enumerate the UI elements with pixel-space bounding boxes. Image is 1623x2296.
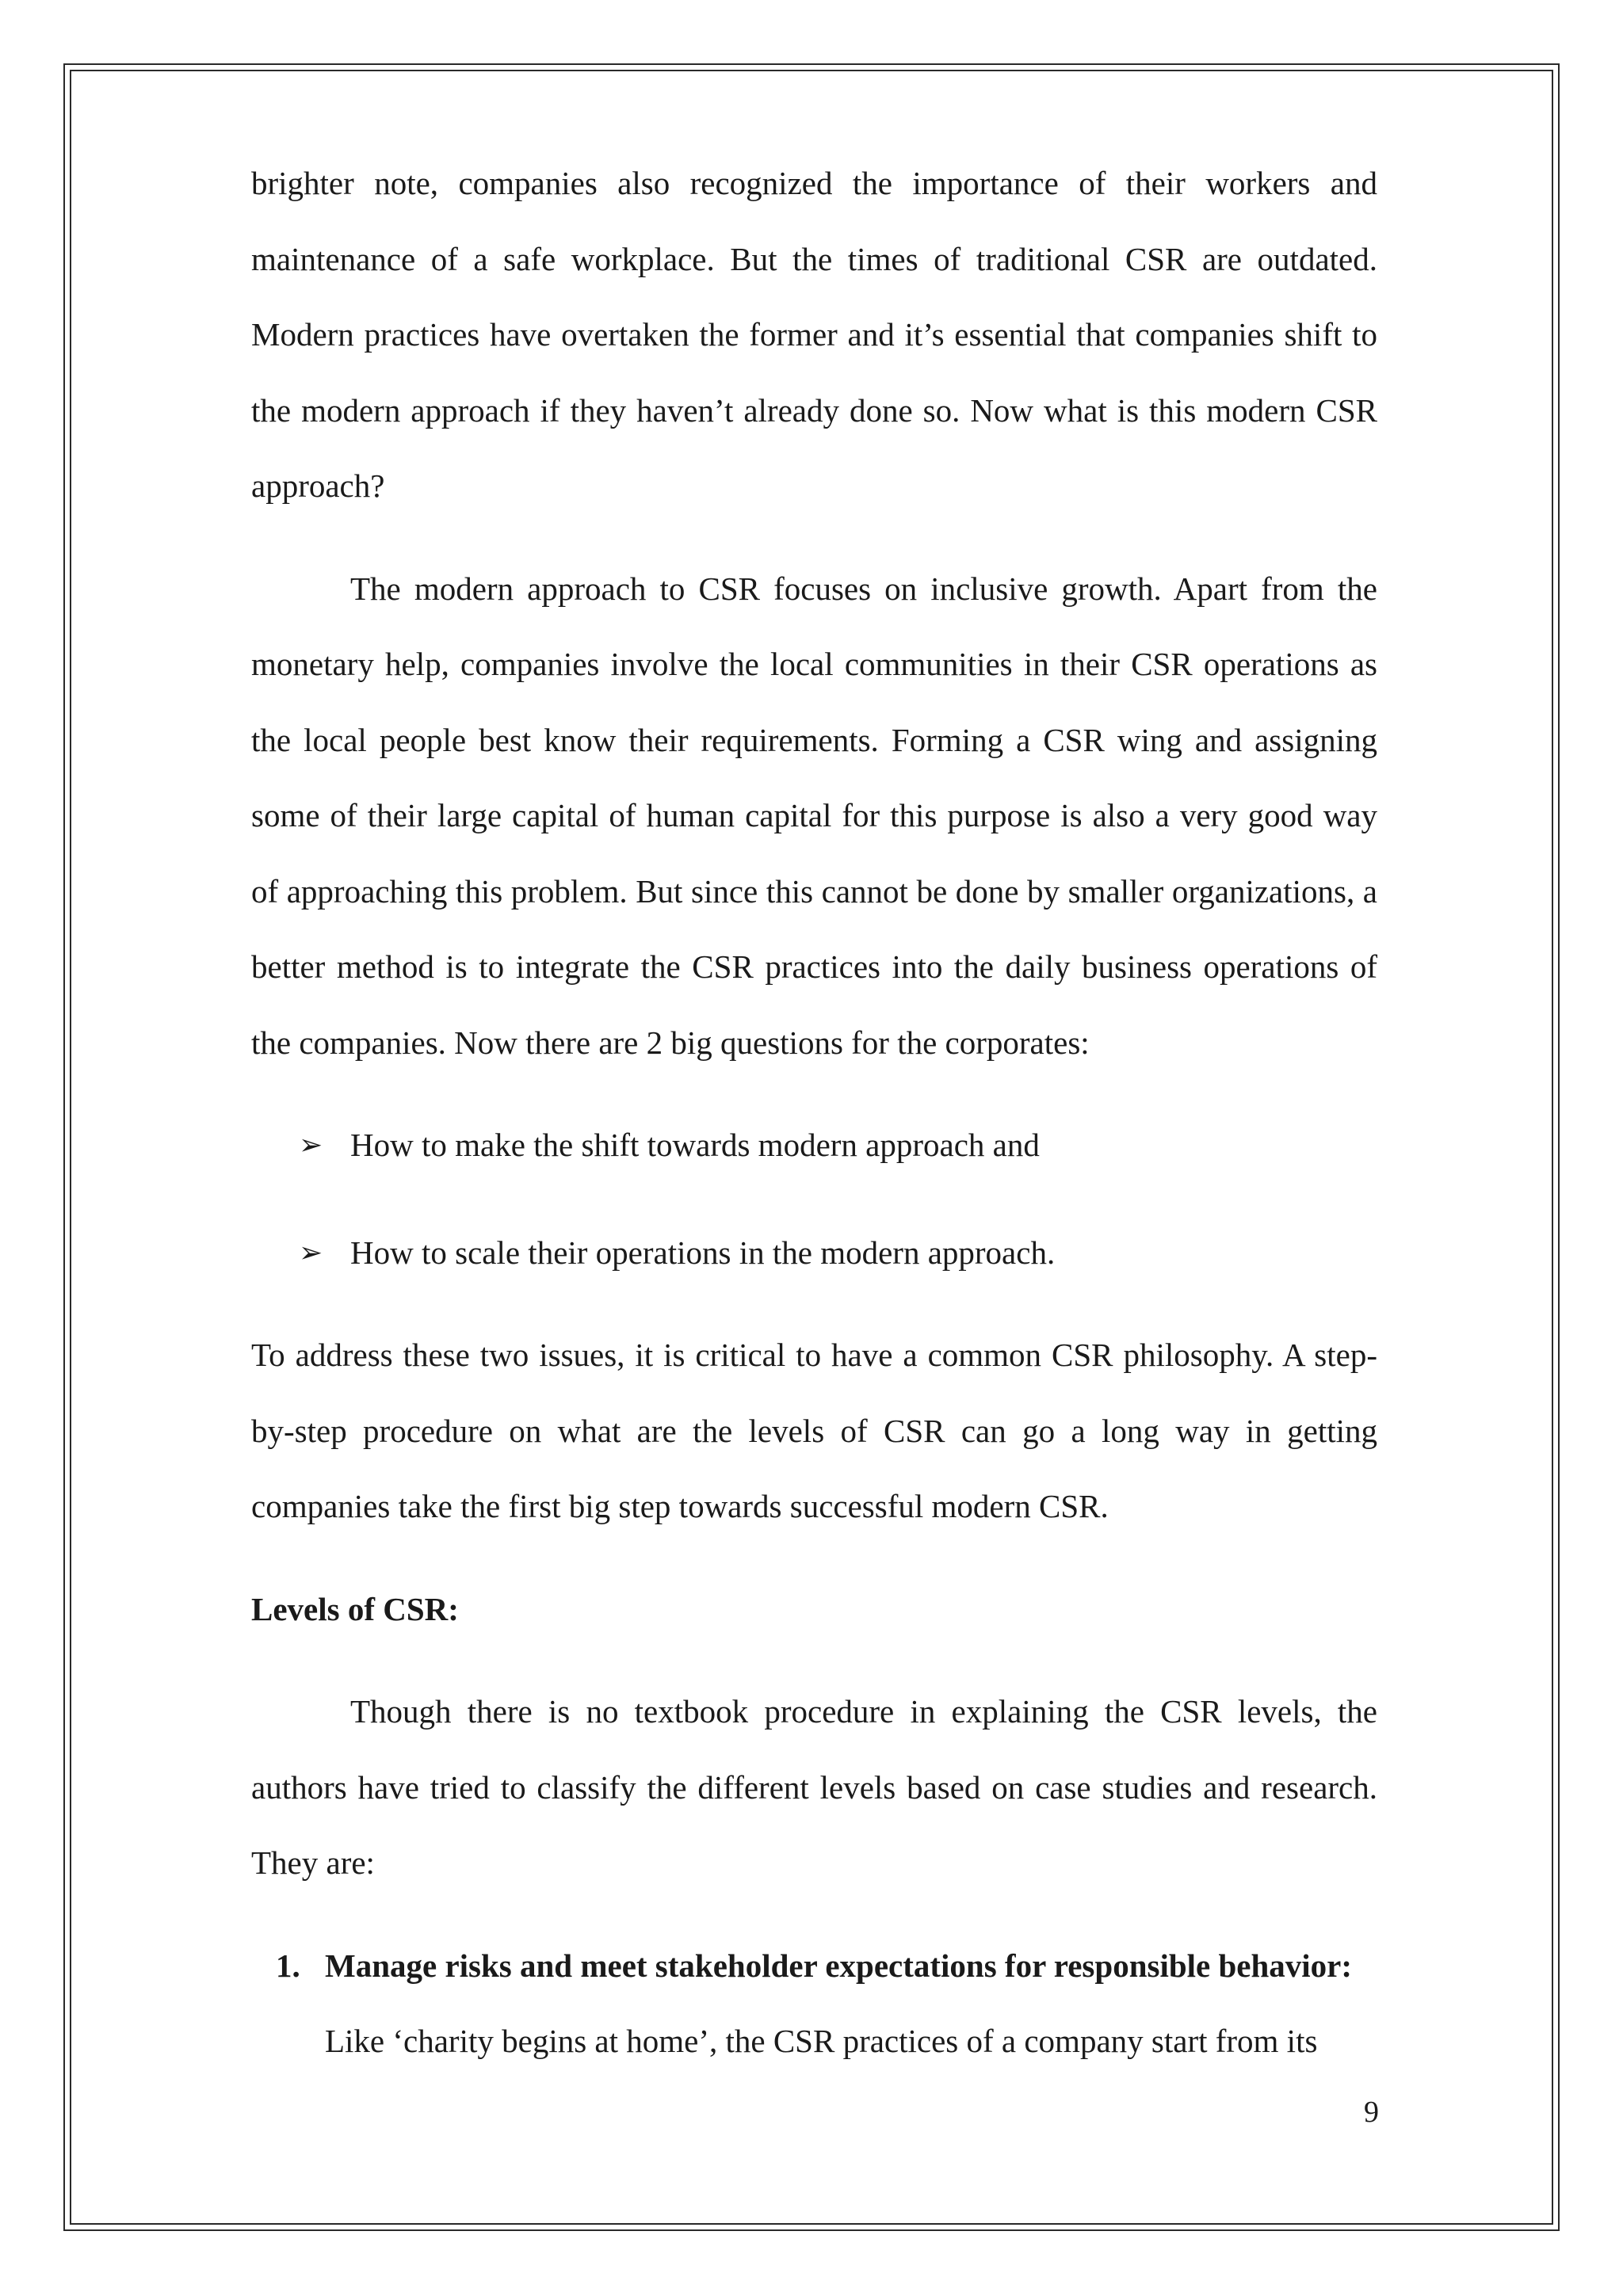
item-body: Like ‘charity begins at home’, the CSR practices of a company start from its <box>325 2023 1318 2059</box>
section-heading: Levels of CSR: <box>251 1590 459 1627</box>
arrow-bullet-icon: ➢ <box>299 1236 323 1269</box>
paragraph-intro: brighter note, companies also recognized the importance of their workers and maintenance of a safe workplace. But the times of traditional CSR are outdated. Modern practices have overtaken the former and it’s essential that companies shift to the modern approach if they haven’t already done so. Now what is this modern CSR approach? <box>251 165 1377 504</box>
paragraph-modern-approach: The modern approach to CSR focuses on inclusive growth. Apart from the monetary help, companies involve the local communities in their CSR operations as the local people best know their requirements. Forming a CSR wing and assigning some of their large capital of human capital for this purpose is also a very good way of approaching this problem. But since this cannot be done by smaller organizations, a better method is to integrate the CSR practices into the daily business operations of the companies. Now there are 2 big questions for the corporates: <box>251 570 1377 1061</box>
paragraph-levels-intro: Though there is no textbook procedure in explaining the CSR levels, the authors have tried to classify the different levels based on case studies and research. They are: <box>251 1693 1377 1881</box>
list-item <box>251 1215 1377 1291</box>
arrow-bullet-icon: ➢ <box>299 1129 323 1161</box>
item-title: Manage risks and meet stakeholder expectations for responsible behavior: <box>325 1947 1353 1984</box>
list-item-text: How to make the shift towards modern approach and <box>350 1127 1040 1163</box>
list-item-text: How to scale their operations in the modern approach. <box>350 1234 1056 1271</box>
numbered-item <box>251 1928 1377 2080</box>
item-number: 1. <box>276 1947 300 1984</box>
question-list <box>251 1108 1377 1291</box>
list-item <box>251 1108 1377 1184</box>
document-body <box>251 146 1377 2080</box>
paragraph-philosophy: To address these two issues, it is critical to have a common CSR philosophy. A step-by-step procedure on what are the levels of CSR can go a long way in getting companies take the first big step towards successful modern CSR. <box>251 1337 1377 1524</box>
page-number: 9 <box>1364 2096 1379 2129</box>
